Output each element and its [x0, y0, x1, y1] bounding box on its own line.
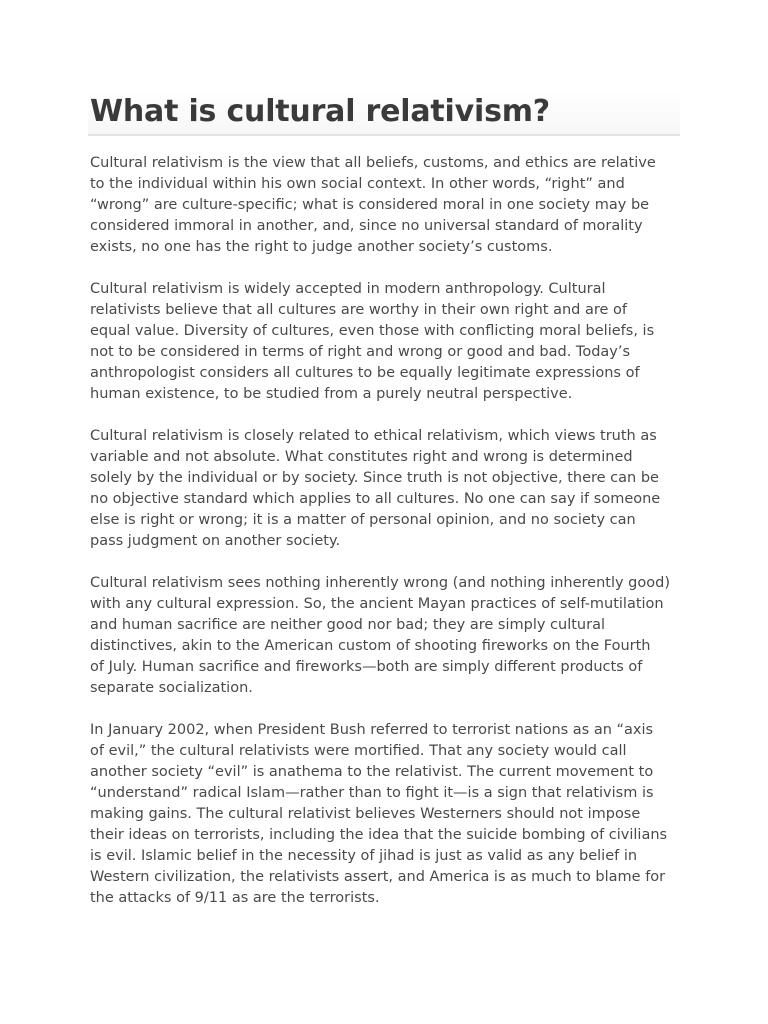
text-line: with any cultural expression. So, the ancient Mayan practices of self-mutilation: [90, 596, 664, 612]
paragraph-4: [90, 573, 682, 699]
text-line: Cultural relativism sees nothing inherently wrong (and nothing inherently good): [90, 575, 670, 591]
text-line: variable and not absolute. What constitutes right and wrong is determined: [90, 449, 633, 465]
text-line: considered immoral in another, and, since no universal standard of morality: [90, 218, 643, 234]
text-line: no objective standard which applies to all cultures. No one can say if someone: [90, 491, 661, 507]
text-line: exists, no one has the right to judge another society’s customs.: [90, 239, 553, 255]
text-line: of evil,” the cultural relativists were mortified. That any society would call: [90, 743, 627, 759]
text-line: Cultural relativism is widely accepted in modern anthropology. Cultural: [90, 281, 606, 297]
text-line: another society “evil” is anathema to the relativist. The current movement to: [90, 764, 654, 780]
text-line: pass judgment on another society.: [90, 533, 341, 549]
text-line: to the individual within his own social context. In other words, “right” and: [90, 176, 625, 192]
text-line: else is right or wrong; it is a matter of personal opinion, and no society can: [90, 512, 636, 528]
text-line: relativists believe that all cultures are worthy in their own right and are of: [90, 302, 627, 318]
paragraph-1: [90, 153, 682, 258]
paragraph-2: [90, 279, 682, 405]
text-line: equal value. Diversity of cultures, even those with conflicting moral beliefs, is: [90, 323, 655, 339]
paragraph-3: [90, 426, 682, 552]
text-line: human existence, to be studied from a purely neutral perspective.: [90, 386, 573, 402]
text-line: solely by the individual or by society. Since truth is not objective, there can be: [90, 470, 659, 486]
text-line: distinctives, akin to the American custom of shooting fireworks on the Fourth: [90, 638, 651, 654]
text-line: of July. Human sacrifice and fireworks—both are simply different products of: [90, 659, 643, 675]
title-banner: [88, 90, 680, 136]
text-line: and human sacrifice are neither good nor bad; they are simply cultural: [90, 617, 605, 633]
article-body: [90, 153, 682, 930]
text-line: In January 2002, when President Bush referred to terrorist nations as an “axis: [90, 722, 654, 738]
text-line: Western civilization, the relativists assert, and America is as much to blame for: [90, 869, 666, 885]
text-line: making gains. The cultural relativist believes Westerners should not impose: [90, 806, 641, 822]
text-line: not to be considered in terms of right and wrong or good and bad. Today’s: [90, 344, 631, 360]
text-line: Cultural relativism is closely related to ethical relativism, which views truth as: [90, 428, 657, 444]
text-line: anthropologist considers all cultures to be equally legitimate expressions of: [90, 365, 640, 381]
page-title: What is cultural relativism?: [90, 94, 551, 129]
text-line: their ideas on terrorists, including the idea that the suicide bombing of civilians: [90, 827, 668, 843]
text-line: “understand” radical Islam—rather than to fight it—is a sign that relativism is: [90, 785, 654, 801]
paragraph-5: [90, 720, 682, 909]
text-line: the attacks of 9/11 as are the terrorists.: [90, 890, 380, 906]
text-line: separate socialization.: [90, 680, 253, 696]
text-line: Cultural relativism is the view that all beliefs, customs, and ethics are relative: [90, 155, 656, 171]
text-line: “wrong” are culture-specific; what is considered moral in one society may be: [90, 197, 650, 213]
text-line: is evil. Islamic belief in the necessity of jihad is just as valid as any belief in: [90, 848, 638, 864]
